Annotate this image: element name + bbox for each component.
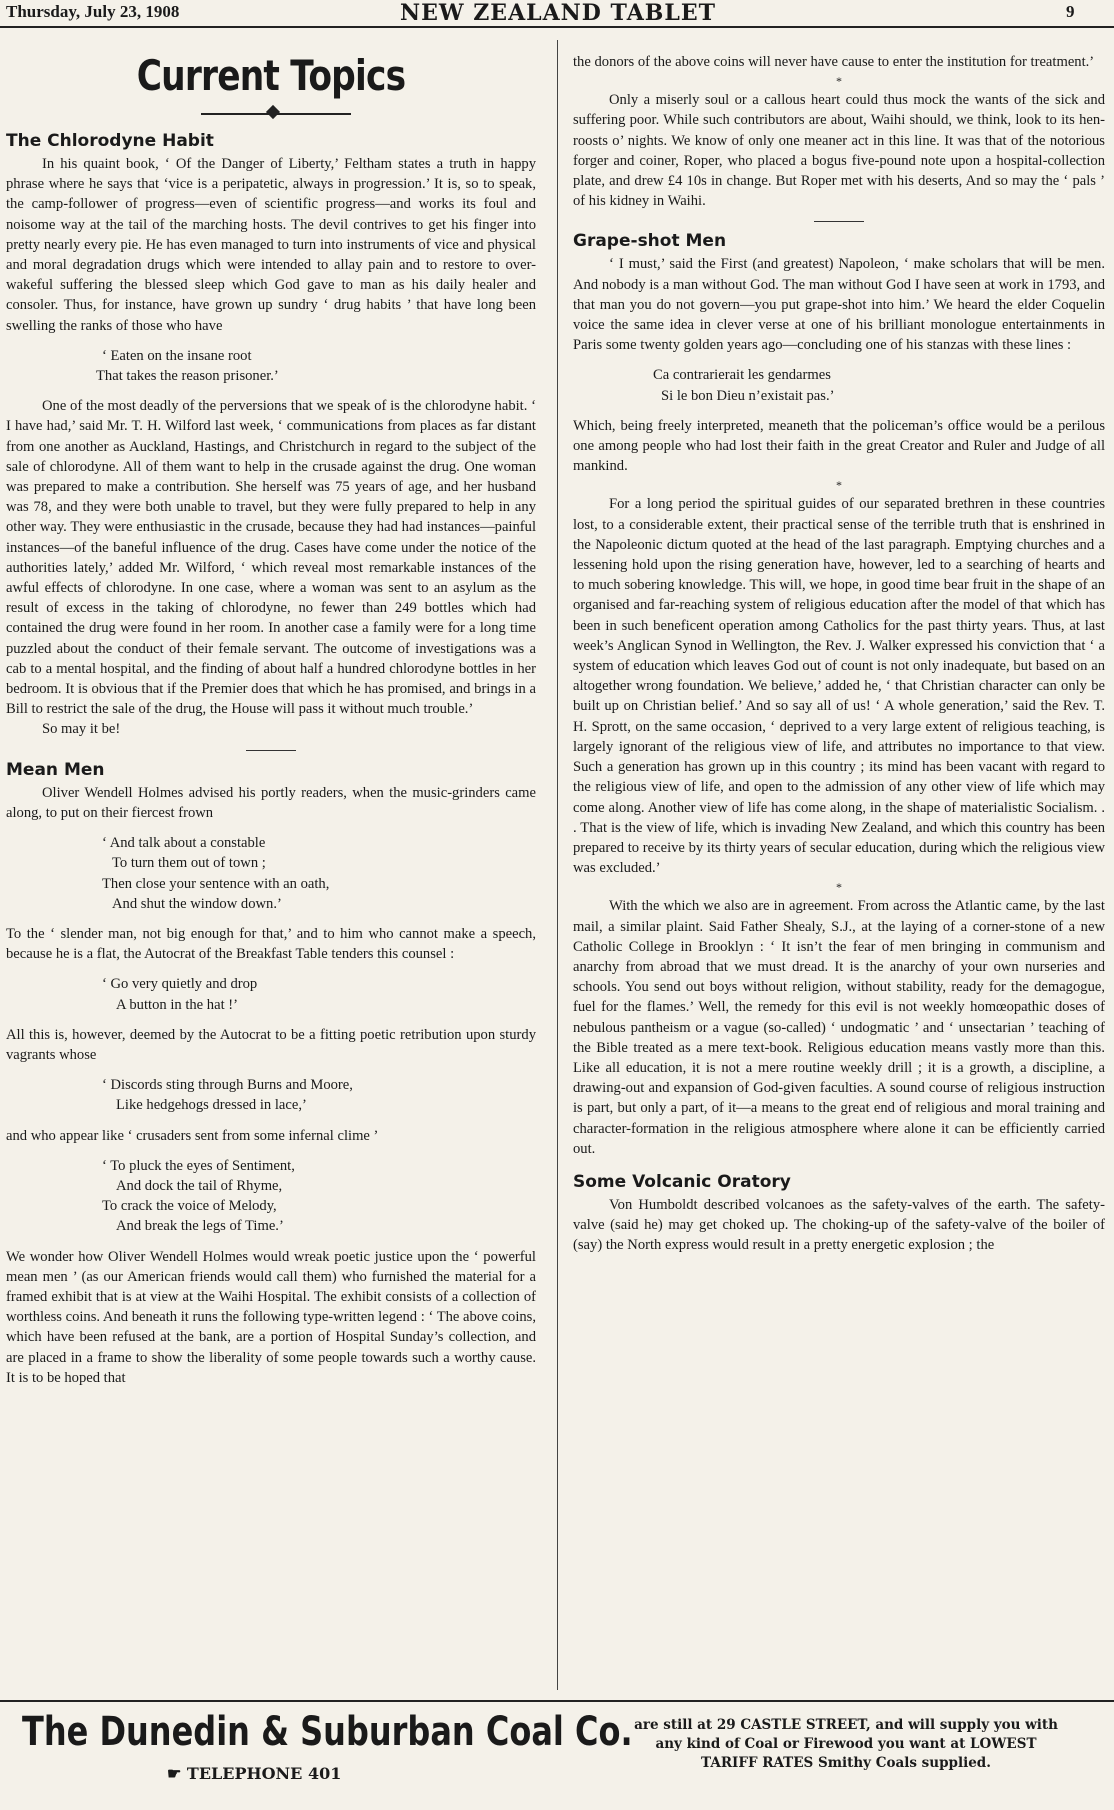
verse-line: Like hedgehogs dressed in lace,’	[116, 1097, 307, 1114]
paragraph: ‘ I must,’ said the First (and greatest) Napoleon, ‘ make scholars that will be men. And nobody is a man without God. The man without God I have seen at work in 1793, and that man you do not govern—you put grape-shot into him.’ We heard the elder Coquelin voice the same idea in clever verse at one of his brilliant monologue entertainments in Paris some twenty golden years ago—concluding one of his stanzas with these lines :	[573, 256, 1105, 354]
right-column	[573, 52, 1105, 1256]
masthead	[0, 0, 1114, 26]
advert-line: any kind of Coal or Firewood you want at LOWEST	[655, 1736, 1037, 1752]
newspaper-title: NEW ZEALAND TABLET	[400, 0, 716, 26]
verse-line: And dock the tail of Rhyme,	[116, 1177, 283, 1194]
masthead-rule	[0, 26, 1114, 28]
verse-line: Ca contrarierait les gendarmes	[653, 367, 831, 384]
heading-chlorodyne: The Chlorodyne Habit	[6, 131, 214, 151]
verse-line: A button in the hat !’	[116, 996, 239, 1013]
paragraph: So may it be!	[42, 721, 121, 738]
paragraph: For a long period the spiritual guides of our separated brethren in these countries lost, to a considerable extent, their practical sense of the terrible truth that is enshrined in the Napoleonic dictum quoted at the head of the last paragraph. Emptying churches and a lessening hold upon the rising generation have, however, led to a searching of hearts and to much sobering knowledge. This will, we hope, in good time bear fruit in the shape of an organised and far-reaching system of religious education after the model of that which has been in such beneficent operation among Catholics for the past thirty years. Thus, at last week’s Anglican Synod in Wellington, the Rev. J. Walker expressed his conviction that ‘ a system of education which leaves God out of count is not only inadequate, but based on an altogether wrong foundation. We believe,’ added he, ‘ that Christian character can only be built up on Christian belief.’ And so say all of us! ‘ A whole generation,’ said the Rev. T. H. Sprott, on the same occasion, ‘ deprived to a very large extent of religious teaching, is largely ignorant of the religious view of life, and attributes no importance to that view. Such a generation has grown up in this country ; its mind has been vacant with regard to the religious view of life, and open to the admission of any other view of life which may come along. Another view of life has come along, in the shape of materialistic Socialism. . . That is the view of life, which is invading New Zealand, and which this country has been prepared to receive by its thirty years of secular education, during which the religious view was excluded.’	[573, 496, 1105, 877]
paragraph: Von Humboldt described volcanoes as the safety-valves of the earth. The safety-valve (said he) may get choked up. The choking-up of the safety-valve of the boiler of (say) the North express would result in a pretty energetic explosion ; the	[573, 1196, 1105, 1254]
verse-line: Si le bon Dieu n’existait pas.’	[661, 387, 835, 404]
verse	[6, 1075, 536, 1115]
paragraph: and who appear like ‘ crusaders sent from some infernal clime ’	[6, 1127, 379, 1144]
paragraph: To the ‘ slender man, not big enough for that,’ and to him who cannot make a speech, because he is a flat, the Autocrat of the Breakfast Table tenders this counsel :	[6, 925, 536, 963]
paragraph: Oliver Wendell Holmes advised his portly readers, when the music-grinders came along, to put on their fiercest frown	[6, 784, 536, 821]
company-name: The Dunedin & Suburban Coal Co.	[22, 1709, 633, 1755]
verse-line: And shut the window down.’	[112, 895, 282, 912]
asterisk-icon: *	[836, 880, 842, 895]
left-column	[6, 48, 536, 1388]
paragraph: In his quaint book, ‘ Of the Danger of Liberty,’ Feltham states a truth in happy phrase where he says that ‘vice is a peripatetic, always in progression.’ It is, so to speak, the camp-follower of progress—even of scientific progress—and works its foul and noisome way at the tail of the marching hosts. The devil contrives to get his finger into pretty nearly every pie. He has even managed to turn into instruments of vice and physical and moral degradation drugs which were intended to allay pain and to restore to over-wakeful suffering the blessed sleep which God gave to man as his daily healer and consoler. Thus, for instance, have grown up sundry ‘ drug habits ’ that have long been swelling the ranks of those who have	[6, 156, 536, 334]
verse-line: ‘ Discords sting through Burns and Moore,	[102, 1077, 353, 1094]
heading-grape-shot: Grape-shot Men	[573, 231, 727, 252]
verse-line: ‘ To pluck the eyes of Sentiment,	[102, 1157, 295, 1174]
advert-company	[22, 1708, 633, 1783]
paragraph: With the which we also are in agreement. From across the Atlantic came, by the last mail, a similar plaint. Said Father Shealy, S.J., at the laying of a corner-stone of a new Catholic College in Brooklyn : ‘ It isn’t the fear of men bringing in communism and anarchy from abroad that we must dread. It is the anarchy of your own nurseries and schools. You send out boys without religion, without stability, ready for the demagogue, fuel for the flames.’ Well, the remedy for this evil is not weekly homœopathic doses of nebulous pantheism or a vague (so-called) ‘ undogmatic ’ and ‘ unsectarian ’ teaching of the Bible treated as a mere text-book. Religious education means vastly more than this. Like all education, it is not a mere routine weekly drill ; it is a growth, a discipline, a drawing-out and expansion of God-given faculties. A sound course of religious instruction is part, but only a part, of it—a means to the great end of religious and moral training and character-formation in the religious atmosphere where alone it can be efficiently carried out.	[573, 898, 1105, 1157]
heading-mean-men: Mean Men	[6, 759, 105, 780]
issue-date: Thursday, July 23, 1908	[6, 2, 180, 21]
verse-line: Then close your sentence with an oath,	[102, 875, 330, 892]
paragraph: Only a miserly soul or a callous heart could thus mock the wants of the sick and suffering poor. While such contributors are about, Waihi should, we think, look to its hen-roosts o’ nights. We know of only one meaner act in this line. It was that of the notorious forger and coiner, Roper, who placed a bogus five-pound note upon a hospital-collection plate, and drew £4 10s in change. But Roper met with his deserts, And so may the ‘ pals ’ of his kidney in Waihi.	[573, 92, 1105, 210]
paragraph: We wonder how Oliver Wendell Holmes would wreak poetic justice upon the ‘ powerful mean men ’ (as our American friends would call them) who furnished the material for a framed exhibit that is at view at the Waihi Hospital. The exhibit consists of a collection of worthless coins. And beneath it runs the following type-written legend : ‘ The above coins, which have been refused at the bank, are a portion of Hospital Sunday’s collection, and are placed in a frame to show the liberality of some people towards such a worthy cause. It is to be hoped that	[6, 1248, 536, 1386]
advert-text	[596, 1716, 1096, 1773]
verse-line: That takes the reason prisoner.’	[96, 368, 279, 385]
telephone: ☛ TELEPHONE 401	[167, 1764, 342, 1783]
verse	[6, 346, 536, 386]
column-divider	[557, 40, 558, 1690]
verse	[573, 365, 1105, 405]
heading-volcanic: Some Volcanic Oratory	[573, 1171, 791, 1192]
paragraph: All this is, however, deemed by the Autocrat to be a fitting poetic retribution upon sturdy vagrants whose	[6, 1026, 536, 1063]
diamond-ornament-icon	[266, 105, 280, 119]
advert-line: TARIFF RATES Smithy Coals supplied.	[701, 1755, 991, 1771]
verse	[6, 1156, 536, 1237]
verse-line: And break the legs of Time.’	[116, 1218, 284, 1235]
paragraph: Which, being freely interpreted, meaneth that the policeman’s office would be a perilous one among people who had lost their faith in the great Creator and Ruler and Judge of all mankind.	[573, 417, 1105, 475]
section-divider	[246, 750, 296, 751]
section-title: Current Topics	[136, 51, 406, 100]
advert-line: are still at 29 CASTLE STREET, and will supply you with	[634, 1717, 1058, 1733]
verse-line: ‘ Go very quietly and drop	[102, 976, 258, 993]
paragraph: the donors of the above coins will never have cause to enter the institution for treatment.’	[573, 54, 1095, 70]
footer-rule	[0, 1700, 1114, 1702]
paragraph: One of the most deadly of the perversions that we speak of is the chlorodyne habit. ‘ I have had,’ said Mr. T. H. Wilford last week, ‘ communications from places as far distant from one another as Auckland, Hastings, and Christchurch in regard to the subject of the sale of chlorodyne. All of them want to help in the crusade against the drug. One woman was prepared to make a contribution. She herself was 75 years of age, and her husband was 78, and they were both unable to travel, but they were fully prepared to help in any other way. They were enthusiastic in the crusade, because they had had instances—painful instances—of the baneful influence of the drug. Cases have come under the notice of the authorities lately,’ added Mr. Wilford, ‘ which reveal most remarkable instances of the awful effects of chlorodyne. In one case, where a woman was sent to an asylum as the result of excess in the taking of chlorodyne, no fewer than 249 bottles which had contained the drug were found in her room. In another case a family were for a long time puzzled about the conduct of their female servant. The outcome of investigations was a cab to a mental hospital, and the finding of about half a hundred chlorodyne bottles in her bedroom. It is obvious that if the Premier does that which he has promised, and brings in a Bill to restrict the sale of the drug, the House will pass it without much trouble.’	[6, 398, 536, 718]
asterisk-icon: *	[836, 74, 842, 89]
verse	[6, 974, 536, 1014]
verse-line: To turn them out of town ;	[112, 855, 266, 872]
verse-line: ‘ And talk about a constable	[102, 835, 266, 852]
title-ornament	[6, 106, 536, 122]
verse	[6, 833, 536, 914]
section-divider	[814, 221, 864, 222]
asterisk-icon: *	[836, 478, 842, 493]
page-number: 9	[1066, 2, 1075, 21]
verse-line: To crack the voice of Melody,	[102, 1198, 277, 1215]
verse-line: ‘ Eaten on the insane root	[102, 347, 252, 364]
